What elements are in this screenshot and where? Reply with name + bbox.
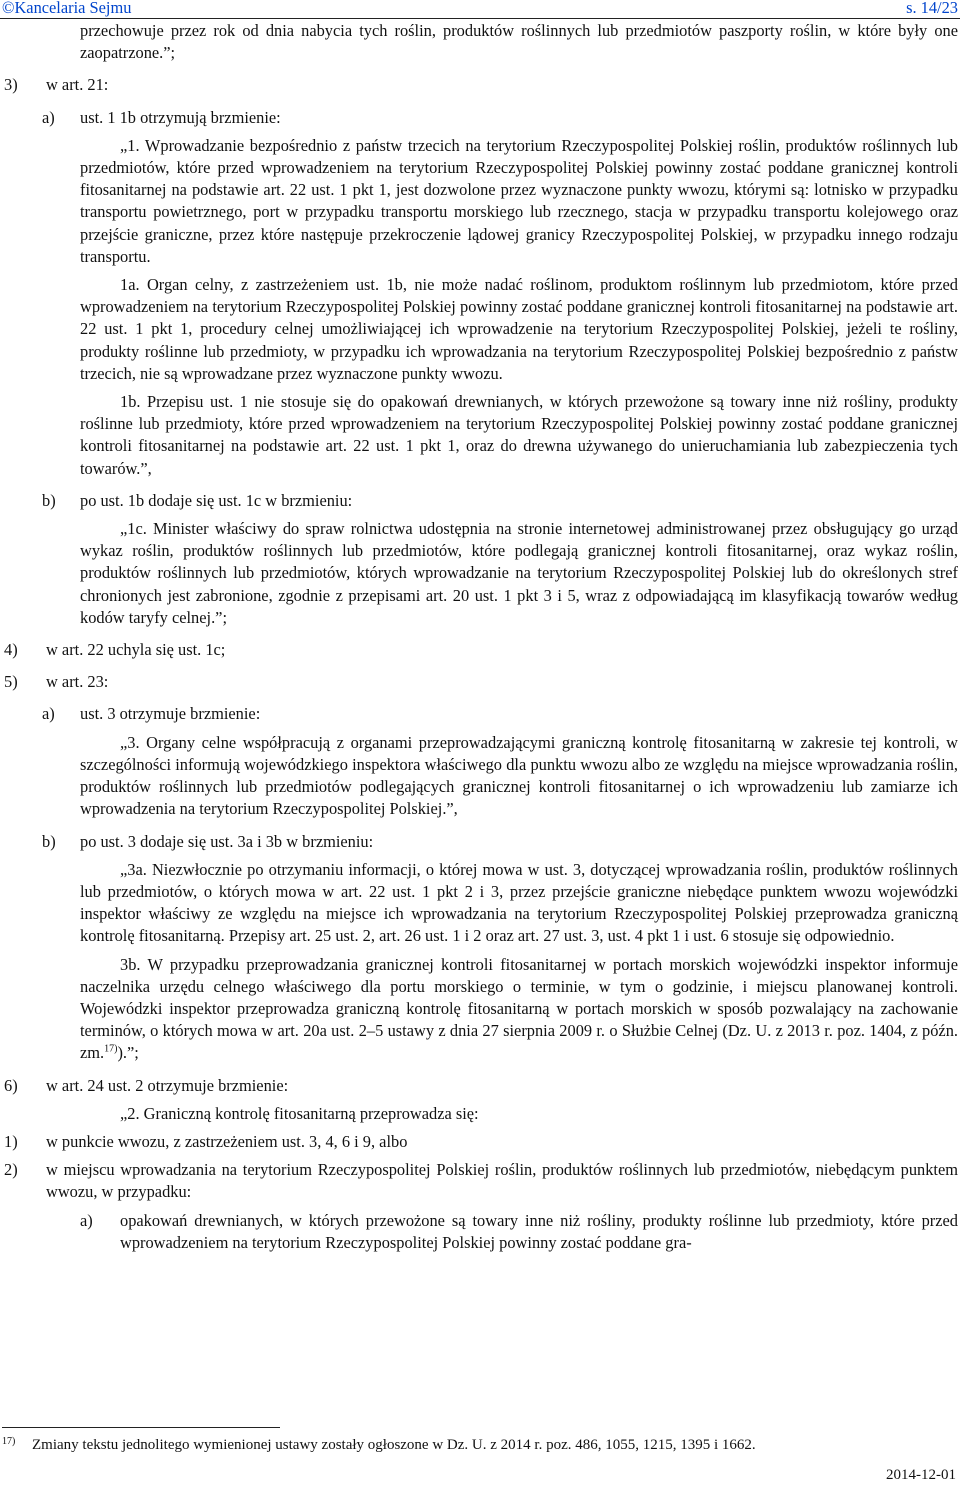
sub-point-2a — [0, 1210, 960, 1254]
footnote-text: Zmiany tekstu jednolitego wymienionej ustawy zostały ogłoszone w Dz. U. z 2014 r. poz. 486, 1055, 1215, 1395 i 1662. — [32, 1437, 756, 1453]
item-number: 2) — [4, 1160, 18, 1180]
quoted-paragraph-1b: 1b. Przepisu ust. 1 nie stosuje się do opakowań drewnianych, w których przewożone są towary inne niż rośliny, produkty roślinne lub przedmioty, które przed wprowadzeniem na terytorium Rzeczypospolitej Polskiej powinny zostać poddane granicznej kontroli fitosanitarnej na podstawie art. 22 ust. 1 pkt 1, oraz do drewna używanego do unieruchamiania lub zabezpieczenia tych towarów.”, — [80, 392, 958, 478]
item-text: w art. 23: — [46, 672, 109, 692]
list-item-4 — [0, 639, 960, 661]
publisher-link[interactable]: ©Kancelaria Sejmu — [2, 0, 132, 17]
item-text: w art. 22 uchyla się ust. 1c; — [46, 640, 226, 660]
item-text: po ust. 3 dodaje się ust. 3a i 3b w brzmieniu: — [80, 831, 374, 851]
item-letter: b) — [42, 831, 56, 851]
item-letter: a) — [42, 107, 55, 127]
item-text: po ust. 1b dodaje się ust. 1c w brzmieniu: — [80, 490, 353, 510]
item-number: 6) — [4, 1075, 18, 1095]
footnote-separator — [2, 1427, 280, 1428]
paragraph-continuation: przechowuje przez rok od dnia nabycia tych roślin, produktów roślinnych lub przedmiotów paszporty roślin, w które były one zaopatrzone.”; — [80, 21, 958, 63]
footnote-mark: 17) — [2, 1436, 16, 1447]
item-text: w art. 21: — [46, 75, 109, 95]
item-text: w punkcie wwozu, z zastrzeżeniem ust. 3, 4, 6 i 9, albo — [46, 1131, 408, 1151]
list-item-5b — [0, 831, 960, 853]
item-number: 1) — [4, 1131, 18, 1151]
footnote — [2, 1437, 952, 1454]
quoted-paragraph-1c: „1c. Minister właściwy do spraw rolnictwa udostępnia na stronie internetowej administrowanej przez obsługujący go urząd wykaz roślin, produktów roślinnych lub przedmiotów, które podlegają granicznej kontroli fitosanitarnej, oraz wykaz roślin, produktów roślinnych lub przedmiotów, których wprowadzanie na terytorium Rzeczypospolitej Polskiej lub do określonych stref chronionych jest zabronione, zgodnie z przepisami art. 20 ust. 1 pkt 3 i 5, wraz z odpowiadającą im klasyfikacją towarów według kodów taryfy celnej.”; — [80, 519, 958, 627]
quoted-paragraph-1a: 1a. Organ celny, z zastrzeżeniem ust. 1b, nie może nadać roślinom, produktom roślinnym lub przedmiotom, które przed wprowadzeniem na terytorium Rzeczypospolitej Polskiej powinny zostać poddane granicznej kontroli fitosanitarnej na podstawie art. 22 ust. 1 pkt 1, procedury celnej umożliwiającej ich wprowadzenie na terytorium Rzeczypospolitej Polskiej, jeżeli te rośliny, produkty roślinne lub przedmioty, w przypadku ich wprowadzania na terytorium Rzeczypospolitej Polskiej bezpośrednio z państw trzecich, nie są wprowadzane przez wyznaczone punkty wwozu. — [80, 275, 958, 383]
item-letter: a) — [80, 1210, 93, 1230]
page-number-link[interactable]: s. 14/23 — [906, 0, 958, 17]
list-item-5 — [0, 671, 960, 693]
document-body — [0, 20, 960, 1254]
item-text: w art. 24 ust. 2 otrzymuje brzmienie: — [46, 1075, 289, 1095]
document-date: 2014-12-01 — [886, 1467, 956, 1483]
sub-point-1 — [0, 1131, 960, 1153]
item-letter: a) — [42, 704, 55, 724]
list-item-3 — [0, 74, 960, 96]
item-number: 5) — [4, 672, 18, 692]
sub-point-2 — [0, 1159, 960, 1203]
item-text: w miejscu wprowadzania na terytorium Rzeczypospolitej Polskiej roślin, produktów roślinnych lub przedmiotów, niebędącym punktem wwozu, w przypadku: — [46, 1160, 958, 1202]
quoted-paragraph-3: „3. Organy celne współpracują z organami przeprowadzającymi graniczną kontrolę fitosanitarną w zakresie tej kontroli, w szczególności informują wojewódzkiego inspektora właściwego dla punktu wwozu albo ze względu na miejsce wprowadzania roślin, produktów roślinnych lub przedmiotów podlegających granicznej kontroli fitosanitarnej o ich wprowadzeniu lub zamiarze ich wprowadzenia na terytorium Rzeczypospolitej Polskiej.”, — [80, 732, 958, 819]
footnote-reference[interactable]: 17) — [104, 1043, 118, 1055]
item-number: 4) — [4, 640, 18, 660]
item-letter: b) — [42, 490, 56, 510]
quoted-paragraph-1: „1. Wprowadzanie bezpośrednio z państw trzecich na terytorium Rzeczypospolitej Polskiej roślin, produktów roślinnych lub przedmiotów, które przed wprowadzeniem na terytorium Rzeczypospolitej Polskiej powinny zostać poddane granicznej kontroli fitosanitarnej na podstawie art. 22 ust. 1 pkt 1, jest dozwolone przez wyznaczone punkty wwozu, którymi są: lotnisko w przypadku transportu powietrznego, port w przypadku transportu morskiego lub rzecznego, stacja w przypadku transportu kolejowego oraz przejście graniczne, przez które następuje przekroczenie lądowej granicy Rzeczypospolitej Polskiej, w przypadku innego rodzaju transportu. — [80, 135, 958, 266]
list-item-3a — [0, 107, 960, 129]
page-header — [0, 0, 960, 19]
item-text: opakowań drewnianych, w których przewożone są towary inne niż rośliny, produkty roślinne lub przedmioty, które przed wprowadzeniem na terytorium Rzeczypospolitej Polskiej powinny zostać poddane gra- — [120, 1210, 958, 1252]
quoted-paragraph-3b — [0, 954, 960, 1065]
item-text: ust. 1 1b otrzymują brzmienie: — [80, 107, 281, 127]
quoted-paragraph-2: „2. Graniczną kontrolę fitosanitarną przeprowadza się: — [120, 1103, 479, 1123]
paragraph-end: ).”; — [117, 1043, 139, 1063]
paragraph-text: 3b. W przypadku przeprowadzania granicznej kontroli fitosanitarnej w portach morskich wojewódzki inspektor informuje naczelnika urzędu celnego właściwego dla portu morskiego o terminie, w tym o godzinie, i miejscu planowanej kontroli. Wojewódzki inspektor przeprowadza graniczną kontrolę fitosanitarną w portach morskich w sposób pozwalający na zachowanie terminów, o których mowa w art. 20a ust. 2–5 ustawy z dnia 27 sierpnia 2009 r. o Służbie Celnej (Dz. U. z 2013 r. poz. 1404, z późn. zm. — [80, 954, 958, 1063]
quoted-paragraph-3a: „3a. Niezwłocznie po otrzymaniu informacji, o której mowa w ust. 3, dotyczącej wprowadzania roślin, produktów roślinnych lub przedmiotów, o których mowa w art. 22 ust. 1 pkt 2 i 3, przez przejście graniczne niebędące punktem wwozu wojewódzki inspektor właściwy ze względu na miejsce ich wprowadzania na terytorium Rzeczypospolitej Polskiej przeprowadza graniczną kontrolę fitosanitarną. Przepisy art. 25 ust. 2, art. 26 ust. 1 i 2 oraz art. 27 ust. 3, ust. 4 pkt 1 i ust. 6 stosuje się odpowiednio. — [80, 859, 958, 946]
list-item-6 — [0, 1075, 960, 1097]
item-text: ust. 3 otrzymuje brzmienie: — [80, 704, 261, 724]
list-item-3b — [0, 490, 960, 512]
item-number: 3) — [4, 75, 18, 95]
list-item-5a — [0, 703, 960, 725]
